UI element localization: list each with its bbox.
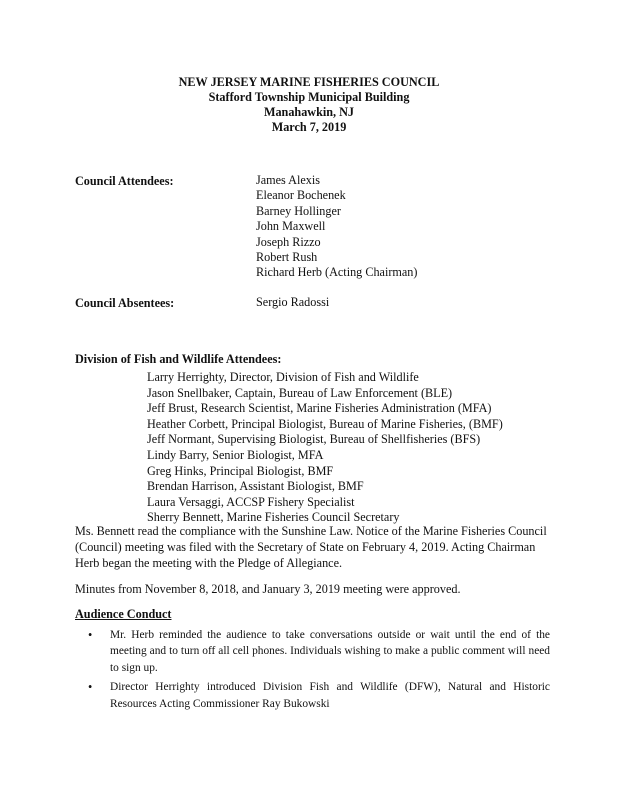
dfw-attendee: Greg Hinks, Principal Biologist, BMF bbox=[147, 463, 334, 478]
paragraph-line: Ms. Bennett read the compliance with the Sunshine Law. Notice of the Marine Fisheries Council bbox=[75, 524, 547, 538]
dfw-attendee: Laura Versaggi, ACCSP Fishery Specialist bbox=[147, 494, 355, 509]
council-attendees-label: Council Attendees: bbox=[75, 174, 174, 188]
document-header bbox=[0, 75, 618, 135]
council-attendee: John Maxwell bbox=[256, 219, 326, 234]
dfw-attendees-list bbox=[147, 370, 503, 526]
dfw-attendee: Jason Snellbaker, Captain, Bureau of Law Enforcement (BLE) bbox=[147, 385, 453, 400]
dfw-attendee: Jeff Brust, Research Scientist, Marine Fisheries Administration (MFA) bbox=[147, 401, 492, 416]
audience-conduct-title: Audience Conduct bbox=[75, 607, 172, 621]
council-attendee: Barney Hollinger bbox=[256, 203, 341, 218]
list-item bbox=[75, 627, 550, 676]
list-item-text: Director Herrighty introduced Division Fish and Wildlife (DFW), Natural and Historic Resources Acting Commissioner Ray Bukowski bbox=[110, 681, 550, 710]
council-attendee: Richard Herb (Acting Chairman) bbox=[256, 265, 418, 280]
header-organization: NEW JERSEY MARINE FISHERIES COUNCIL bbox=[178, 75, 440, 89]
dfw-attendee: Lindy Barry, Senior Biologist, MFA bbox=[147, 447, 324, 462]
council-attendee: Joseph Rizzo bbox=[256, 234, 321, 249]
paragraph-line: (Council) meeting was filed with the Secretary of State on February 4, 2019. Acting Chairman bbox=[75, 540, 536, 554]
dfw-attendee: Jeff Normant, Supervising Biologist, Bureau of Shellfisheries (BFS) bbox=[147, 432, 481, 447]
council-absentee: Sergio Radossi bbox=[256, 295, 330, 309]
list-item bbox=[75, 679, 550, 712]
header-date: March 7, 2019 bbox=[271, 120, 347, 134]
council-absentees-label: Council Absentees: bbox=[75, 296, 175, 310]
council-attendee: Eleanor Bochenek bbox=[256, 188, 346, 203]
council-absentees-list bbox=[256, 295, 329, 310]
dfw-attendee: Larry Herrighty, Director, Division of Fish and Wildlife bbox=[147, 370, 419, 384]
bullet-icon: • bbox=[88, 680, 93, 695]
header-location: Manahawkin, NJ bbox=[263, 105, 355, 119]
council-attendee: Robert Rush bbox=[256, 249, 318, 264]
header-venue: Stafford Township Municipal Building bbox=[208, 90, 410, 104]
dfw-attendee: Brendan Harrison, Assistant Biologist, BMF bbox=[147, 479, 364, 494]
bullet-icon: • bbox=[88, 628, 93, 642]
dfw-attendee: Heather Corbett, Principal Biologist, Bureau of Marine Fisheries, (BMF) bbox=[147, 416, 503, 431]
council-attendees-list bbox=[256, 173, 417, 281]
minutes-approval-paragraph: Minutes from November 8, 2018, and January 3, 2019 meeting were approved. bbox=[75, 582, 461, 596]
council-attendee: James Alexis bbox=[256, 173, 320, 187]
paragraph-line: Herb began the meeting with the Pledge of Allegiance. bbox=[75, 556, 343, 570]
dfw-attendees-heading: Division of Fish and Wildlife Attendees: bbox=[75, 352, 282, 366]
sunshine-law-paragraph bbox=[75, 523, 550, 571]
audience-conduct-list bbox=[75, 627, 550, 715]
list-item-text: Mr. Herb reminded the audience to take conversations outside or wait until the end of the meeting and to turn off all cell phones. Individuals wishing to make a public comment will need to sign up. bbox=[110, 629, 550, 674]
dfw-attendee: Sherry Bennett, Marine Fisheries Council Secretary bbox=[147, 510, 400, 525]
